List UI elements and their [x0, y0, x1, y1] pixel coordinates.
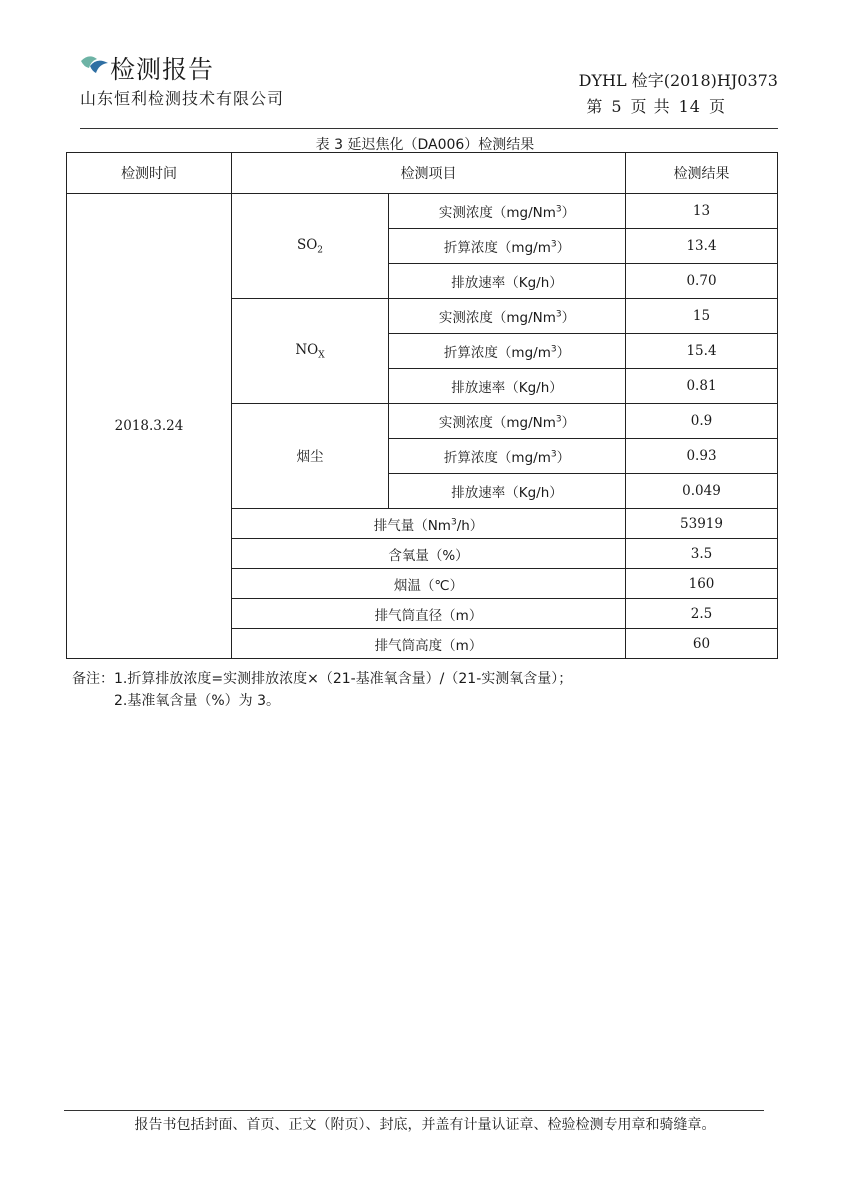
- item-text: 排放速率（Kg/h）: [451, 485, 563, 501]
- result-value: 0.81: [686, 378, 717, 394]
- result-cell: [626, 264, 778, 299]
- header-divider: [80, 128, 778, 129]
- item-text: 排气筒直径（m）: [374, 607, 483, 624]
- item-cell: [389, 404, 626, 439]
- item-text: 实测浓度（mg/Nm: [438, 205, 556, 221]
- item-superscript: 3: [555, 414, 562, 425]
- item-cell: [232, 629, 626, 659]
- item-superscript: 3: [555, 309, 562, 320]
- item-text-end: ）: [561, 205, 576, 221]
- page-current: 5: [611, 97, 623, 116]
- item-cell: [389, 194, 626, 229]
- item-text: 烟温（℃）: [393, 577, 464, 594]
- item-cell: [389, 229, 626, 264]
- header-result: 检测结果: [626, 153, 778, 194]
- result-cell: [626, 439, 778, 474]
- pollutant-group: [232, 299, 389, 404]
- result-value: 0.93: [686, 448, 717, 464]
- header-time: 检测时间: [67, 153, 232, 194]
- table-caption: 表 3 延迟焦化（DA006）检测结果: [315, 137, 535, 153]
- result-value: 0.9: [690, 413, 713, 429]
- company-name: 山东恒利检测技术有限公司: [80, 89, 285, 108]
- result-cell: [626, 229, 778, 264]
- item-cell: [389, 334, 626, 369]
- item-cell: [232, 569, 626, 599]
- result-cell: [626, 629, 778, 659]
- footer-text: 报告书包括封面、首页、正文（附页）、封底，并盖有计量认证章、检验检测专用章和骑缝章。: [134, 1117, 716, 1133]
- item-superscript: 3: [550, 239, 557, 250]
- result-value: 13.4: [686, 238, 717, 254]
- result-cell: [626, 299, 778, 334]
- item-cell: [232, 539, 626, 569]
- item-cell: [232, 509, 626, 539]
- results-table: [66, 152, 778, 659]
- company-logo-icon: [80, 52, 110, 76]
- table-row: [67, 194, 778, 229]
- item-text: 排放速率（Kg/h）: [451, 380, 563, 396]
- result-value: 3.5: [690, 545, 713, 562]
- pollutant-subscript: 2: [317, 245, 324, 256]
- result-cell: [626, 569, 778, 599]
- item-text-end: ）: [556, 345, 571, 361]
- item-text-end: ）: [561, 310, 576, 326]
- document-number: DYHL 检字(2018)HJ0373: [578, 71, 778, 90]
- pollutant-subscript: X: [318, 350, 325, 361]
- table-header-row: [67, 153, 778, 194]
- pollutant-name: 烟尘: [296, 448, 324, 465]
- item-text: 折算浓度（mg/m: [443, 450, 551, 466]
- page-total: 14: [678, 97, 701, 116]
- pollutant-group: [232, 194, 389, 299]
- page-info: 第 5 页 共 14 页: [586, 97, 726, 116]
- pollutant-name: SO: [296, 236, 318, 253]
- result-value: 15: [692, 308, 711, 324]
- item-superscript: 3: [450, 517, 457, 527]
- item-text-end: /h）: [456, 517, 484, 534]
- result-cell: [626, 369, 778, 404]
- item-cell: [232, 599, 626, 629]
- note-line-1: 备注：1.折算排放浓度=实测排放浓度×（21-基准氧含量）/（21-实测氧含量）；: [72, 671, 573, 687]
- item-cell: [389, 264, 626, 299]
- item-text: 折算浓度（mg/m: [443, 240, 551, 256]
- item-superscript: 3: [550, 449, 557, 460]
- item-text-end: ）: [556, 240, 571, 256]
- pollutant-group: [232, 404, 389, 509]
- notes: [72, 668, 572, 712]
- header-item: 检测项目: [232, 153, 626, 194]
- result-cell: [626, 404, 778, 439]
- results-table-body: [67, 153, 778, 659]
- report-title: 检测报告: [110, 55, 215, 84]
- item-text: 排放速率（Kg/h）: [451, 275, 563, 291]
- result-cell: [626, 599, 778, 629]
- item-text: 排气量（Nm: [373, 517, 451, 534]
- item-cell: [389, 369, 626, 404]
- item-cell: [389, 439, 626, 474]
- item-text: 实测浓度（mg/Nm: [438, 310, 556, 326]
- note-line-2: 2.基准氧含量（%）为 3。: [114, 693, 281, 709]
- detection-date: [67, 194, 232, 659]
- result-value: 2.5: [690, 605, 713, 622]
- item-text: 实测浓度（mg/Nm: [438, 415, 556, 431]
- item-text-end: ）: [561, 415, 576, 431]
- result-value: 60: [692, 635, 711, 652]
- item-superscript: 3: [550, 344, 557, 355]
- item-text-end: ）: [556, 450, 571, 466]
- result-value: 160: [688, 575, 715, 592]
- item-cell: [389, 299, 626, 334]
- footer-divider: [64, 1110, 764, 1111]
- result-value: 13: [692, 203, 711, 219]
- result-value: 15.4: [686, 343, 717, 359]
- result-cell: [626, 474, 778, 509]
- result-value: 0.049: [682, 483, 721, 499]
- result-cell: [626, 539, 778, 569]
- result-cell: [626, 334, 778, 369]
- result-value: 53919: [680, 515, 723, 532]
- pollutant-name: NO: [295, 341, 319, 358]
- result-cell: [626, 194, 778, 229]
- item-text: 排气筒高度（m）: [374, 637, 483, 654]
- item-text: 折算浓度（mg/m: [443, 345, 551, 361]
- item-superscript: 3: [555, 204, 562, 215]
- item-cell: [389, 474, 626, 509]
- item-text: 含氧量（%）: [388, 547, 469, 564]
- detection-date-value: 2018.3.24: [114, 418, 184, 434]
- result-value: 0.70: [686, 273, 717, 289]
- result-cell: [626, 509, 778, 539]
